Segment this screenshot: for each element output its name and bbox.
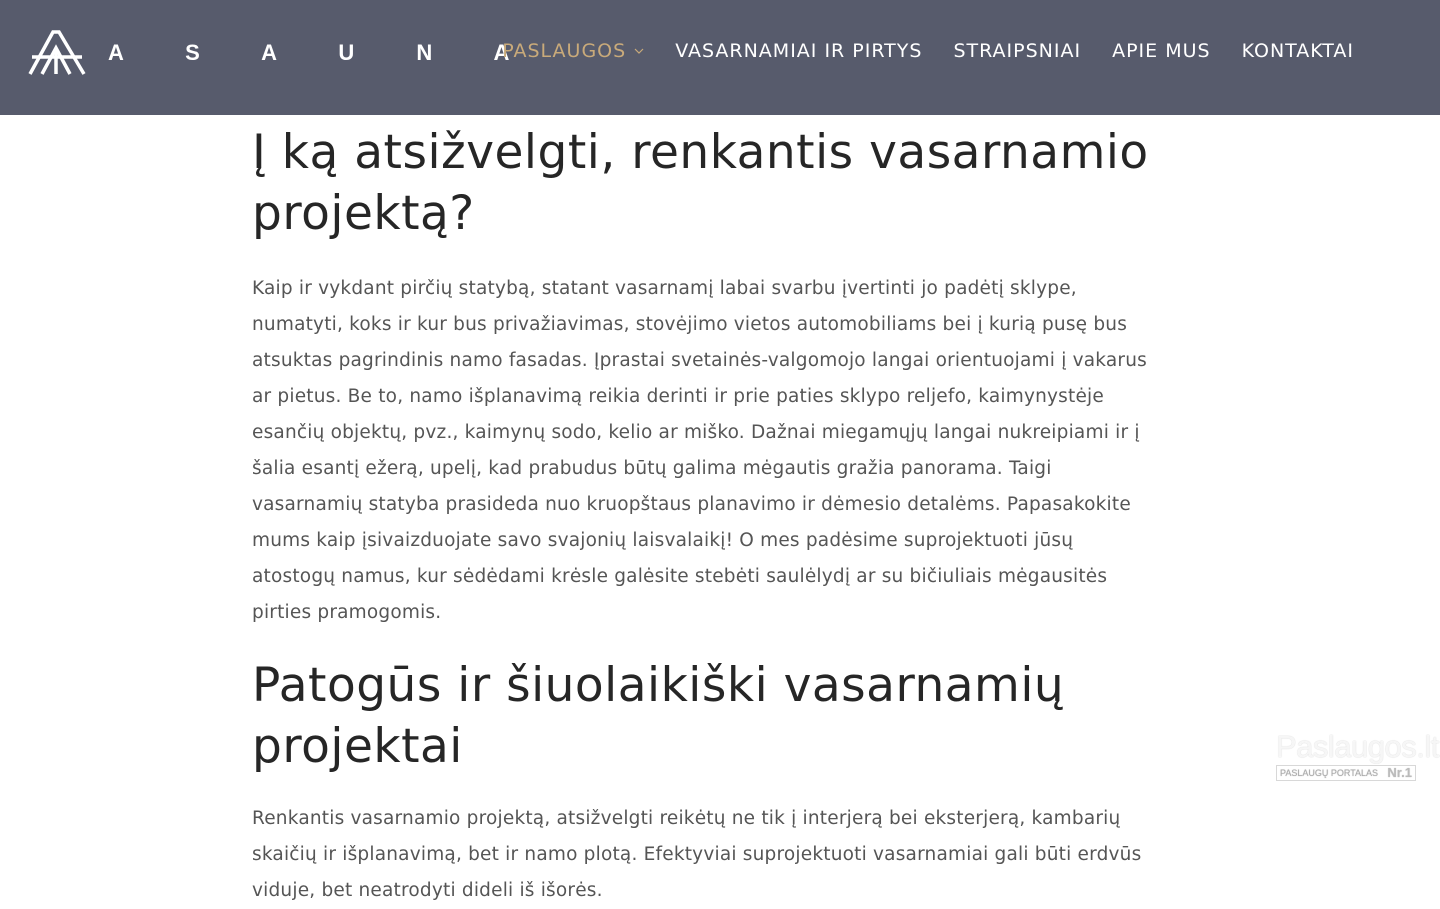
watermark-title: Paslaugos.lt: [1276, 729, 1439, 764]
paslaugos-watermark: [1276, 729, 1439, 781]
nav-item-apie-mus[interactable]: [1112, 40, 1210, 62]
brand-name: A S A U N A: [108, 40, 538, 65]
watermark-badge: Nr.1: [1387, 765, 1412, 780]
main-nav: [502, 40, 1354, 62]
watermark-subtitle: PASLAUGŲ PORTALAS: [1280, 768, 1379, 778]
chevron-down-icon: [634, 48, 644, 54]
site-header: [0, 0, 1440, 115]
article-paragraph: Kaip ir vykdant pirčių statybą, statant vasarnamį labai svarbu įvertinti jo padėtį sklype, numatyti, koks ir kur bus privažiavimas, stovėjimo vietos automobiliams bei į kurią pusę bus atsuktas pagrindinis namo fasadas. Įprastai svetainės-valgomojo langai orientuojami į vakarus ar pietus. Be to, namo išplanavimą reikia derinti ir prie paties sklypo reljefo, kaimynystėje esančių objektų, pvz., kaimynų sodo, kelio ar miško. Dažnai miegamųjų langai nukreipiami ir į šalia esantį ežerą, upelį, kad prabudus būtų galima mėgautis gražia panorama. Taigi vasarnamių statyba prasideda nuo kruopštaus planavimo ir dėmesio detalėms. Papasakokite mums kaip įsivaizduojate savo svajonių laisvalaikį! O mes padėsime suprojektuoti jūsų atostogų namus, kur sėdėdami krėsle galėsite stebėti saulėlydį ar su bičiuliais mėgausitės pirties pramogomis.: [252, 278, 1147, 623]
nav-item-paslaugos[interactable]: [502, 40, 644, 62]
nav-item-label: PASLAUGOS: [502, 40, 627, 62]
watermark-subtitle-box: [1276, 765, 1416, 781]
asauna-logo-icon: [28, 30, 86, 76]
nav-item-label: KONTAKTAI: [1241, 40, 1354, 62]
nav-item-label: VASARNAMIAI IR PIRTYS: [675, 40, 923, 62]
section-paragraph: Renkantis vasarnamio projektą, atsižvelgti reikėtų ne tik į interjerą bei eksterjerą, kambarių skaičių ir išplanavimą, bet ir namo plotą. Efektyviai suprojektuoti vasarnamiai gali būti erdvūs viduje, bet neatrodyti dideli iš išorės.: [252, 808, 1142, 901]
article-content: [252, 122, 1152, 909]
site-logo[interactable]: [28, 30, 537, 76]
nav-item-label: STRAIPSNIAI: [953, 40, 1082, 62]
nav-item-vasarnamiai-ir-pirtys[interactable]: [675, 40, 922, 62]
nav-item-kontaktai[interactable]: [1242, 40, 1354, 62]
nav-item-label: APIE MUS: [1112, 40, 1211, 62]
section-heading: Patogūs ir šiuolaikiški vasarnamių projektai: [252, 658, 1065, 774]
nav-item-straipsniai[interactable]: [953, 40, 1081, 62]
article-heading: Į ką atsižvelgti, renkantis vasarnamio projektą?: [252, 125, 1149, 241]
